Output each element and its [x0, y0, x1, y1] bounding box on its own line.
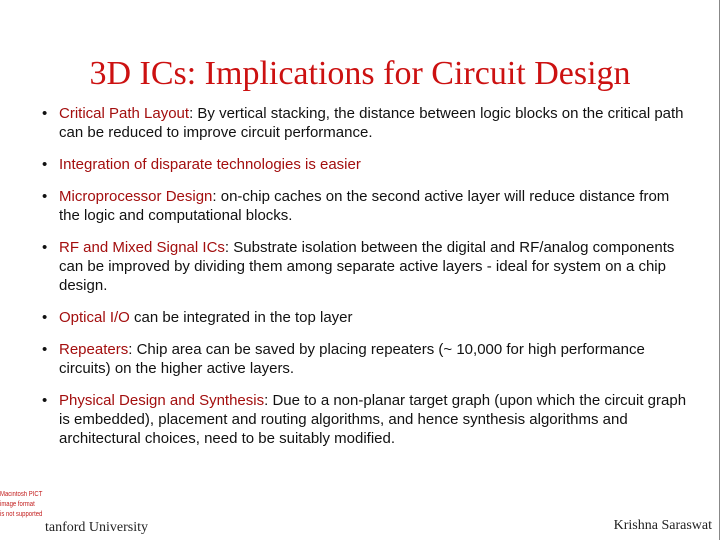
bullet-dot-icon: • [42, 188, 48, 205]
bullet-dot-icon: • [42, 309, 48, 326]
slide-title: 3D ICs: Implications for Circuit Design [89, 55, 631, 92]
footer-author: Krishna Saraswat [613, 518, 712, 533]
placeholder-line: is not supported [0, 511, 43, 518]
bullet-text: Substrate isolation between the digital and RF/analog components can be improved by dividing them among separate active layers - ideal for system on a chip design. [59, 239, 675, 294]
bullet-separator: : [264, 392, 273, 409]
bullet-text: Chip area can be saved by placing repeaters (~ 10,000 for high performance circuits) on the higher active layers. [59, 341, 645, 377]
bullet-item [42, 340, 692, 378]
unsupported-image-placeholder [0, 490, 41, 520]
bullet-dot-icon: • [42, 105, 48, 122]
bullet-separator: : [128, 341, 137, 358]
bullet-label: Integration of disparate technologies is easier [59, 156, 361, 173]
bullet-text: on-chip caches on the second active layer will reduce distance from the logic and computational blocks. [59, 188, 670, 224]
footer-institution: tanford University [45, 520, 149, 535]
bullet-item [42, 238, 692, 295]
bullet-item [42, 391, 692, 448]
placeholder-line: Macintosh PICT [0, 491, 43, 498]
bullet-dot-icon: • [42, 392, 48, 409]
bullet-dot-icon: • [42, 239, 48, 256]
bullet-label: Microprocessor Design [59, 188, 213, 205]
bullet-label: Repeaters [59, 341, 129, 358]
bullet-label: Physical Design and Synthesis [59, 392, 265, 409]
bullet-text: can be integrated in the top layer [134, 309, 353, 326]
bullet-dot-icon: • [42, 156, 48, 173]
bullet-text: Due to a non-planar target graph (upon which the circuit graph is embedded), placement and routing algorithms, and hence synthesis algorithms and architectural choices, need to be suitably modified. [59, 392, 687, 447]
bullet-label: RF and Mixed Signal ICs [59, 239, 225, 256]
bullet-separator: : [212, 188, 221, 205]
bullet-item [42, 155, 692, 174]
bullet-item [42, 187, 692, 225]
bullet-separator: : [189, 105, 198, 122]
bullet-dot-icon: • [42, 341, 48, 358]
bullet-list [42, 104, 692, 461]
bullet-item [42, 308, 692, 327]
bullet-item [42, 104, 692, 142]
bullet-text: By vertical stacking, the distance between logic blocks on the critical path can be reduced to improve circuit performance. [59, 105, 684, 141]
bullet-label: Critical Path Layout [59, 105, 190, 122]
bullet-separator: : [224, 239, 234, 256]
bullet-label: Optical I/O [59, 309, 130, 326]
placeholder-line: image format [0, 501, 35, 508]
